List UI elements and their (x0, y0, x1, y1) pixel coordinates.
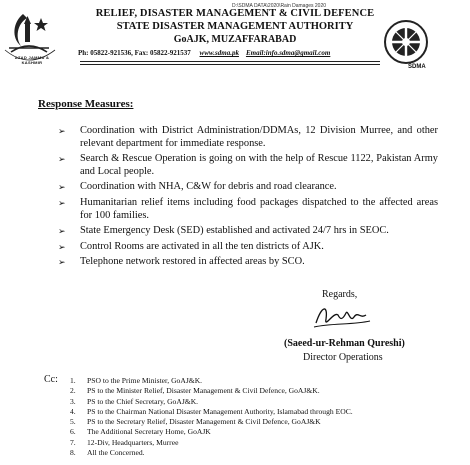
cc-item: 4. PS to the Chairman National Disaster Management Authority, Islamabad through EOC. (70, 406, 353, 416)
list-item: ➢ State Emergency Desk (SED) established and activated 24/7 hrs in SEOC. (58, 225, 389, 237)
header-line-2: STATE DISASTER MANAGEMENT AUTHORITY (116, 21, 354, 32)
phone-fax: Ph: 05822-921536, Fax: 05822-921537 (78, 49, 191, 57)
response-measures-list (58, 125, 438, 272)
list-item: ➢ Coordination with NHA, C&W for debris and road clearance. (58, 181, 337, 193)
cc-list (70, 376, 450, 458)
response-measures-heading: Response Measures: (38, 98, 134, 110)
cc-item: 3. PS to the Chief Secretary, GoAJ&K. (70, 396, 199, 406)
contact-line (78, 49, 330, 57)
arrow-bullet-icon: ➢ (58, 226, 66, 237)
header-divider-thin (80, 64, 380, 65)
arrow-bullet-icon: ➢ (58, 126, 66, 136)
cc-item: 8. All the Concerned. (70, 448, 145, 458)
arrow-bullet-icon: ➢ (58, 241, 66, 252)
cc-item: 5. PS to the Secretary Relief, Disaster Management & Civil Defence, GoAJ&K (70, 417, 321, 427)
list-item: ➢ Search & Rescue Operation is going on with the help of Rescue 1122, Pakistan Army and Local people. (58, 153, 438, 177)
cc-label: Cc: (44, 374, 58, 385)
website-link[interactable]: www.sdma.pk (199, 49, 239, 57)
regards-text: Regards, (322, 289, 358, 300)
list-item: ➢ Control Rooms are activated in all the ten districts of AJK. (58, 240, 324, 252)
arrow-bullet-icon: ➢ (58, 197, 66, 208)
list-item: ➢ Humanitarian relief items including food packages dispatched to the affected areas for 100 families. (58, 196, 438, 221)
signature-icon (312, 301, 372, 333)
cc-item: 7. 12-Div, Headquarters, Murree (70, 437, 179, 447)
arrow-bullet-icon: ➢ (58, 154, 66, 165)
header-divider (80, 61, 380, 62)
email-link[interactable]: Email:info.sdma@gmail.com (245, 49, 331, 57)
signer-title: Director Operations (303, 352, 383, 363)
arrow-bullet-icon: ➢ (58, 182, 66, 193)
sdma-emblem-text: SDMA (408, 64, 426, 70)
list-item: ➢ Telephone network restored in affected areas by SCO. (58, 256, 305, 268)
file-reference: D:\SDMA DATA\2020\Rain Damages 2020 (232, 3, 327, 9)
arrow-bullet-icon: ➢ (58, 257, 66, 268)
ajk-seal-text: AZAD JAMMU & KASHMIR (14, 55, 50, 65)
cc-item: 2. PS to the Minister Relief, Disaster Management & Civil Defence, GoAJ&K. (70, 386, 320, 396)
signer-name: (Saeed-ur-Rehman Qureshi) (284, 338, 405, 349)
header-line-3: GoAJK, MUZAFFARABAD (173, 34, 297, 45)
cc-item: 6. The Additional Secretary Home, GoAJK (70, 427, 211, 437)
header-line-1: RELIEF, DISASTER MANAGEMENT & CIVIL DEFENCE (95, 8, 375, 19)
cc-item: 1. PSO to the Prime Minister, GoAJ&K. (70, 376, 203, 385)
list-item: ➢ Coordination with District Administration/DDMAs, 12 Division Murree, and other relevant department for immediate response. (58, 125, 438, 149)
